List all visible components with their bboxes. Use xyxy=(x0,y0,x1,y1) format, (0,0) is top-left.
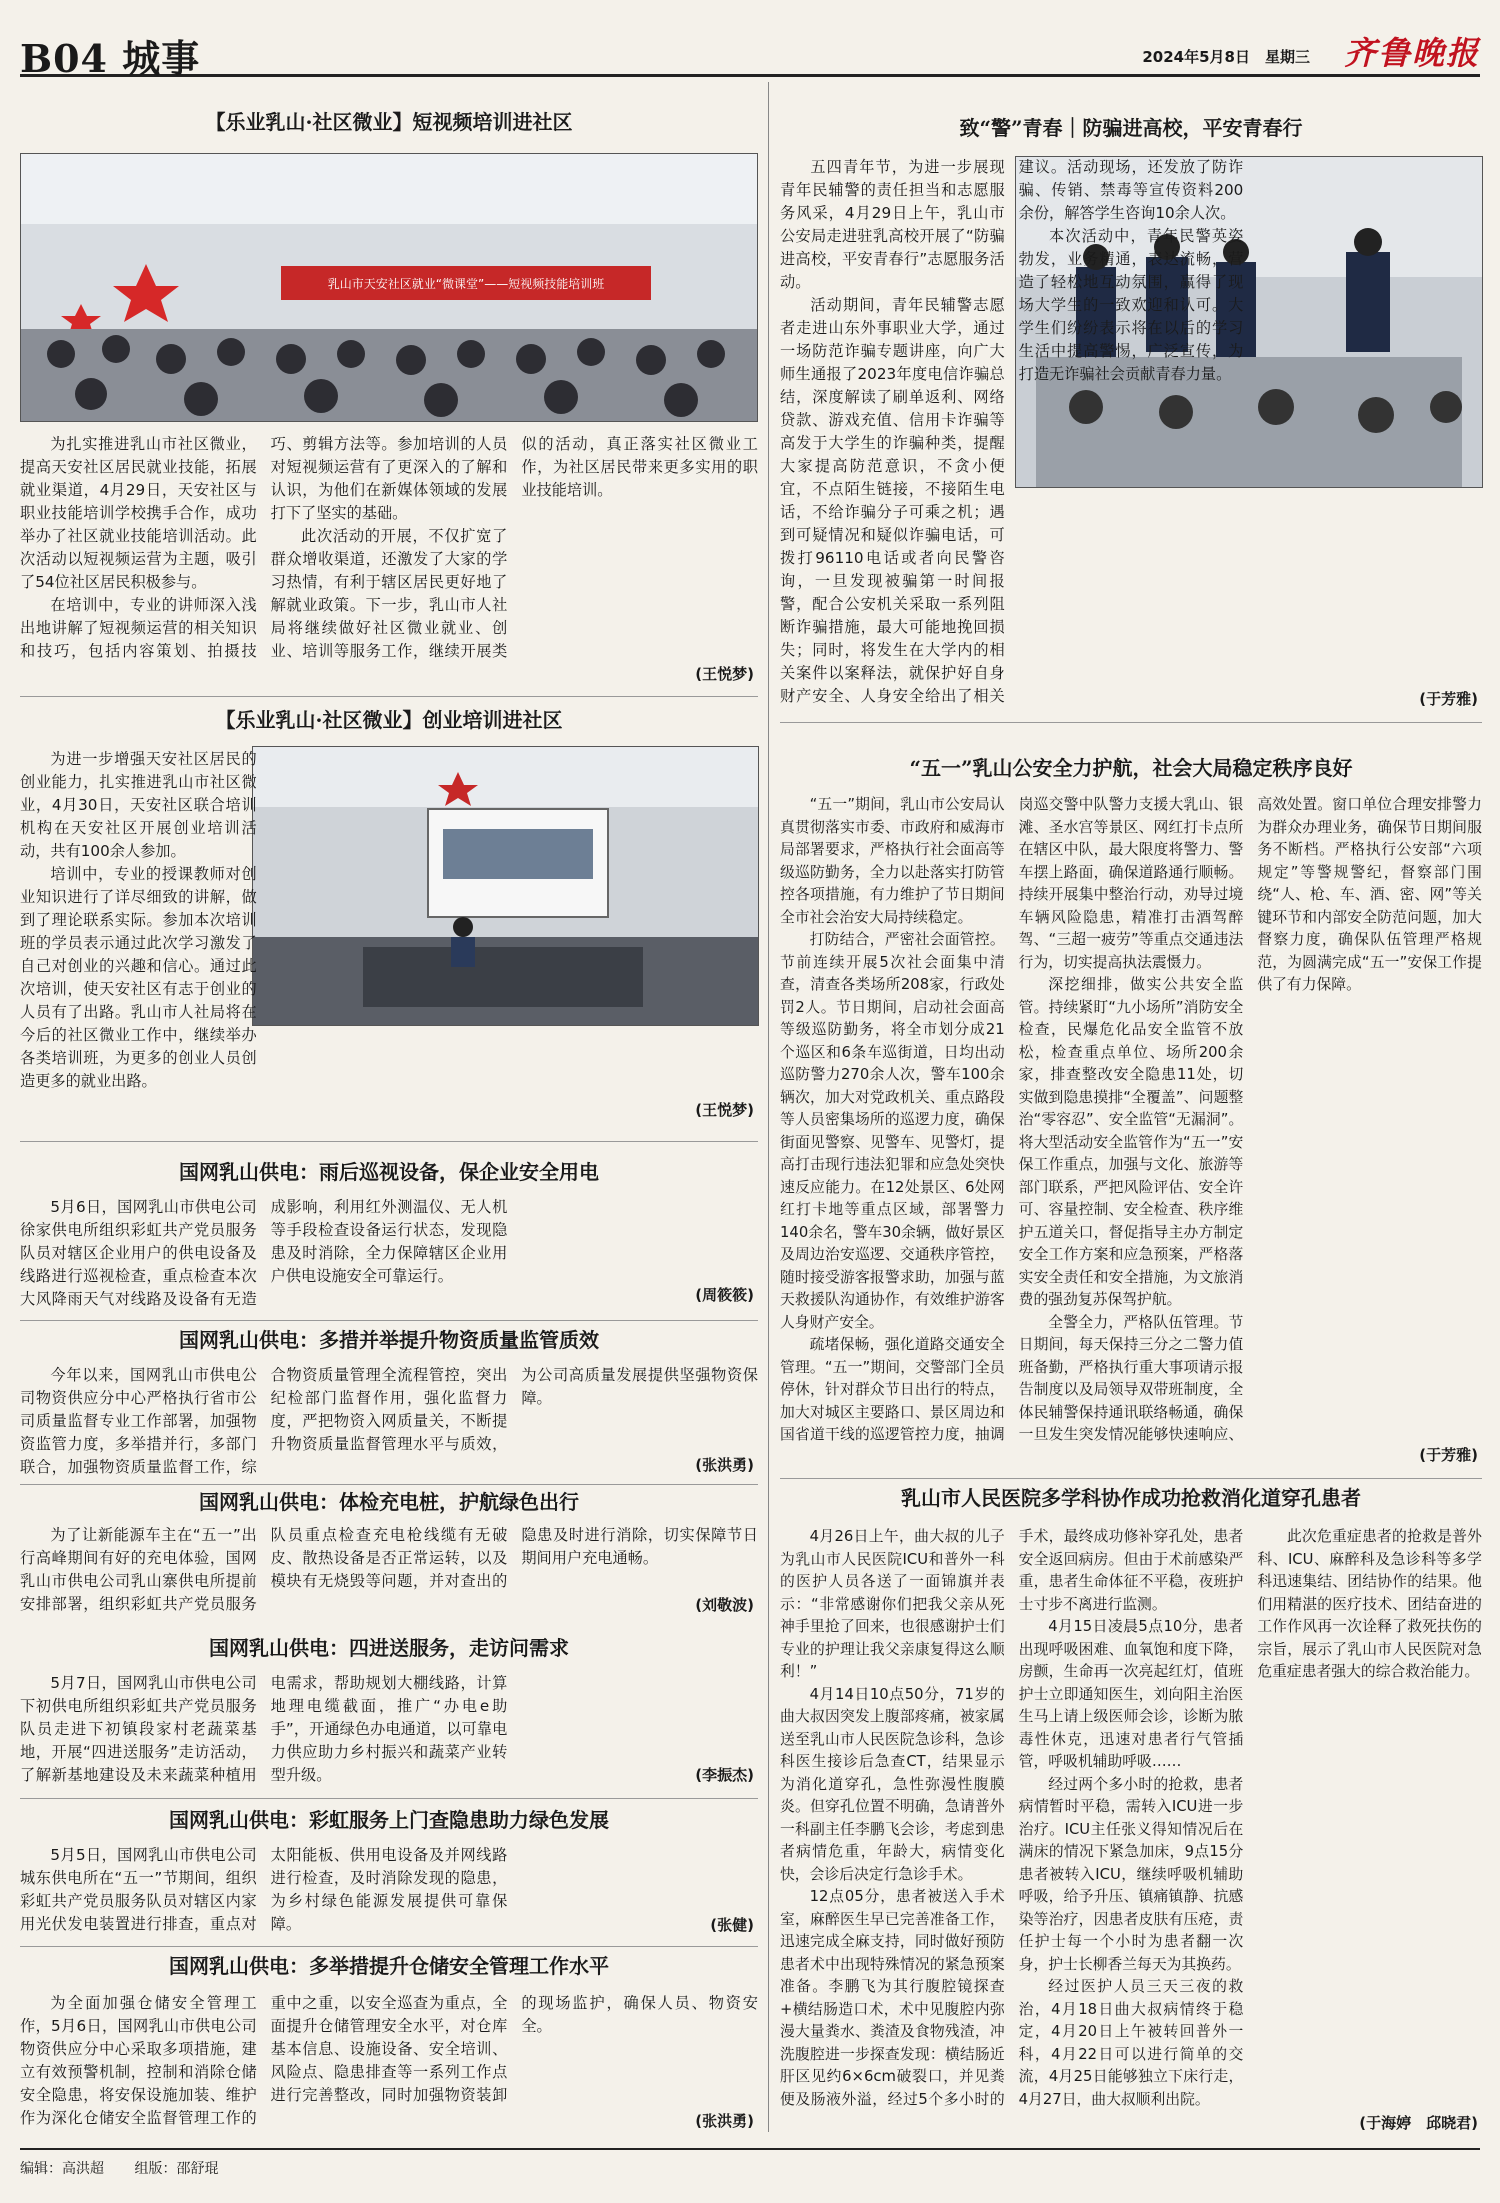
article-short-video-training xyxy=(20,108,758,708)
newspaper-logo: 齐鲁晚报 xyxy=(1343,34,1480,72)
byline: (李振杰) xyxy=(689,1764,754,1785)
article-material-quality xyxy=(20,1320,758,1490)
headline: 乳山市人民医院多学科协作成功抢救消化道穿孔患者 xyxy=(901,1486,1361,1510)
byline: (张健) xyxy=(704,1914,754,1935)
article-body: 为了让新能源车主在“五一”出行高峰期间有好的充电体验，国网乳山市供电公司乳山寨供电所提前安排部署，组织彩虹共产党员服务队员重点检查充电枪线缆有无破皮、散热设备是否正常运转，以及模块有无烧毁等问题，并对查出的隐患及时进行消除，切实保障节日期间用户充电通畅。 xyxy=(20,1526,758,1613)
headline: 致“警”青春｜防骗进高校，平安青春行 xyxy=(959,116,1303,140)
article-body: 今年以来，国网乳山市供电公司物资供应分中心严格执行省市公司质量监督专业工作部署，加强物资监管力度，多举措并行，多部门联合，加强物资质量监督工作，综合物资质量管理全流程管控，突出纪检部门监督作用，强化监督力度，严把物资入网质量关，不断提升物资质量监督管理水平与质效，为公司高质量发展提供坚强物资保障。 xyxy=(20,1366,758,1476)
byline: (周筱筱) xyxy=(689,1284,754,1305)
article-rainbow-service xyxy=(20,1800,758,1948)
column-divider xyxy=(768,82,769,2132)
article-body: 为全面加强仓储安全管理工作，5月6日，国网乳山市供电公司物资供应分中心采取多项措施，建立有效预警机制，控制和消除仓储安全隐患，将安保设施加装、维护作为深化仓储安全监督管理工作的重中之重，以安全巡查为重点，全面提升仓储管理安全水平，对仓库基本信息、设施设备、安全培训、风险点、隐患排查等一系列工作点进行完善整改，同时加强物资装卸的现场监护，确保人员、物资安全。 xyxy=(20,1994,758,2127)
headline: 国网乳山供电：体检充电桩，护航绿色出行 xyxy=(199,1490,579,1514)
page-code: B04 城事 xyxy=(20,36,201,81)
byline: (于芳雅) xyxy=(1413,688,1478,709)
article-four-visits-service xyxy=(20,1634,758,1802)
headline: 国网乳山供电：多措并举提升物资质量监管质效 xyxy=(179,1328,599,1352)
divider xyxy=(20,1484,758,1485)
headline: 【乐业乳山·社区微业】短视频培训进社区 xyxy=(205,110,573,134)
article-anti-fraud-campus xyxy=(780,114,1482,754)
article-grid-inspection xyxy=(20,1158,758,1328)
divider xyxy=(20,696,758,697)
headline: “五一”乳山公安全力护航，社会大局稳定秩序良好 xyxy=(909,756,1353,780)
article-body: 为扎实推进乳山市社区微业，提高天安社区居民就业技能，拓展就业渠道，4月29日，天安社区与职业技能培训学校携手合作，成功举办了社区就业技能培训活动。此次活动以短视频运营为主题，吸引了54位社区居民积极参与。 在培训中，专业的讲师深入浅出地讲解了短视频运营的相关知识和技巧，包括内容策划、拍摄技巧、剪辑方法等。参加培训的人员对短视频运营有了更深入的了解和认识，为他们在新媒体领域的发展打下了坚实的基础。 此次活动的开展，不仅扩宽了群众增收渠道，还激发了大家的学习热情，有利于辖区居民更好地了解就业政策。下一步，乳山市人社局将继续做好社区微业就业、创业、培训等服务工作，继续开展类似的活动，真正落实社区微业工作，为社区居民带来更多实用的职业技能培训。 xyxy=(20,435,758,660)
byline: (张洪勇) xyxy=(689,2110,754,2131)
headline: 国网乳山供电：多举措提升仓储安全管理工作水平 xyxy=(169,1954,609,1978)
layout-credit: 组版：邵舒琨 xyxy=(134,2161,219,2177)
issue-date: 2024年5月8日 星期三 xyxy=(1142,48,1310,66)
byline: (王悦梦) xyxy=(689,1099,754,1120)
masthead xyxy=(20,22,1480,81)
article-warehouse-safety xyxy=(20,1946,758,2142)
divider xyxy=(780,722,1482,723)
headline: 国网乳山供电：四进送服务，走访问需求 xyxy=(209,1636,569,1660)
photo-training-classroom xyxy=(20,153,758,422)
banner-text: 乳山市天安社区就业“微课堂”——短视频技能培训班 xyxy=(327,277,605,291)
divider xyxy=(20,1141,758,1142)
article-hospital-rescue xyxy=(780,1484,1482,2144)
page-footer xyxy=(20,2148,1480,2178)
article-mayday-police xyxy=(780,754,1482,1474)
headline: 国网乳山供电：雨后巡视设备，保企业安全用电 xyxy=(179,1160,599,1184)
headline: 国网乳山供电：彩虹服务上门查隐患助力绿色发展 xyxy=(169,1808,609,1832)
article-body: 5月5日，国网乳山市供电公司城东供电所在“五一”节期间，组织彩虹共产党员服务队员对辖区内家用光伏发电装置进行排查，重点对太阳能板、供用电设备及并网线路进行检查，及时消除发现的隐患，为乡村绿色能源发展提供可靠保障。 xyxy=(20,1846,508,1933)
article-charging-pile xyxy=(20,1488,758,1634)
editor-credit: 编辑：高洪超 xyxy=(20,2161,104,2177)
article-body: 为进一步增强天安社区居民的创业能力，扎实推进乳山市社区微业，4月30日，天安社区联合培训机构在天安社区开展创业培训活动，共有100余人参加。 培训中，专业的授课教师对创业知识进行了详尽细致的讲解，做到了理论联系实际。参加本次培训班的学员表示通过此次学习激发了自己对创业的兴趣和信心。通过此次培训，使天安社区有志于创业的人员有了出路。乳山市人社局将在今后的社区微业工作中，继续举办各类培训班，为更多的创业人员创造更多的就业出路。 xyxy=(20,750,257,1090)
divider xyxy=(20,1798,758,1799)
article-body: 5月7日，国网乳山市供电公司下初供电所组织彩虹共产党员服务队员走进下初镇段家村老蔬菜基地，开展“四进送服务”走访活动，了解新基地建设及未来蔬菜种植用电需求，帮助规划大棚线路，计算地理电缆截面，推广“办电e助手”，开通绿色办电通道，以可靠电力供应助力乡村振兴和蔬菜产业转型升级。 xyxy=(20,1674,508,1784)
headline: 【乐业乳山·社区微业】创业培训进社区 xyxy=(215,708,563,732)
article-body: 4月26日上午，曲大叔的儿子为乳山市人民医院ICU和普外一科的医护人员各送了一面锦旗并表示：“非常感谢你们把我父亲从死神手里抢了回来，也很感谢护士们专业的护理让我父亲康复得这么顺利！” 4月14日10点50分，71岁的曲大叔因突发上腹部疼痛，被家属送至乳山市人民医院急诊科，急诊科医生接诊后急查CT，结果显示为消化道穿孔，急性弥漫性腹膜炎。但穿孔位置不明确，急请普外一科副主任李鹏飞会诊，考虑到患者病情危重，年龄大，病情变化快，会诊后决定行急诊手术。 12点05分，患者被送入手术室，麻醉医生早已完善准备工作，迅速完成全麻支持，同时做好预防患者术中出现特殊情况的紧急预案准备。李鹏飞为其行腹腔镜探查+横结肠造口术，术中见腹腔内弥漫大量粪水、粪渣及食物残渣，冲洗腹腔进一步探查发现：横结肠近肝区见约6×6cm破裂口，并见粪便及肠液外溢，经过5个多小时的手术，最终成功修补穿孔处，患者安全返回病房。但由于术前感染严重，患者生命体征不平稳，夜班护士寸步不离进行监测。 4月15日凌晨5点10分，患者出现呼吸困难、血氧饱和度下降，房颤，生命再一次亮起红灯，值班护士立即通知医生，刘向阳主治医生马上请上级医师会诊，诊断为脓毒性休克，迅速对患者行气管插管，呼吸机辅助呼吸…… 经过两个多小时的抢救，患者病情暂时平稳，需转入ICU进一步治疗。ICU主任张义得知情况后在满床的情况下紧急加床，9点15分患者被转入ICU，继续呼吸机辅助呼吸，给予升压、镇痛镇静、抗感染等治疗，因患者皮肤有压疮，责任护士每一个小时为患者翻一次身，护士长柳香兰每天为其换药。 经过医护人员三天三夜的救治，4月18日曲大叔病情终于稳定，4月20日上午被转回普外一科，4月22日可以进行简单的交流，4月25日能够独立下床行走，4月27日，曲大叔顺利出院。 此次危重症患者的抢救是普外科、ICU、麻醉科及急诊科等多学科迅速集结、团结协作的结果。他们用精湛的医疗技术、团结奋进的工作作风再一次诠释了救死扶伤的宗旨，展示了乳山市人民医院对急危重症患者强大的综合救治能力。 xyxy=(780,1528,1482,2108)
byline: (刘敬波) xyxy=(689,1594,754,1615)
byline: (于海婷 邱晓君) xyxy=(1353,2112,1478,2133)
byline: (于芳雅) xyxy=(1413,1444,1478,1465)
article-body: 五四青年节，为进一步展现青年民辅警的责任担当和志愿服务风采，4月29日上午，乳山市公安局走进驻乳高校开展了“防骗进高校，平安青春行”志愿服务活动。 活动期间，青年民辅警志愿者走进山东外事职业大学，通过一场防范诈骗专题讲座，向广大师生通报了2023年度电信诈骗总结，深度解读了刷单返利、网络贷款、游戏充值、信用卡诈骗等高发于大学生的诈骗种类，提醒大家提高防范意识，不贪小便宜，不点陌生链接，不接陌生电话，不给诈骗分子可乘之机；遇到可疑情况和疑似诈骗电话，可拨打96110电话或者向民警咨询，一旦发现被骗第一时间报警，配合公安机关采取一系列阻断诈骗措施，最大可能地挽回损失；同时，将发生在大学内的相关案件以案释法，就保护好自身财产安全、人身安全给出了相关建议。活动现场，还发放了防诈骗、传销、禁毒等宣传资料200余份，解答学生咨询10余人次。 本次活动中，青年民警英姿勃发，业务精通，表达流畅，营造了轻松地互动氛围，赢得了现场大学生的一致欢迎和认可。大学生们纷纷表示将在以后的学习生活中提高警惕，广泛宣传，为打造无诈骗社会贡献青春力量。 xyxy=(780,158,1244,705)
article-startup-training xyxy=(20,706,758,1158)
divider xyxy=(780,1478,1482,1479)
article-body: 5月6日，国网乳山市供电公司徐家供电所组织彩虹共产党员服务队员对辖区企业用户的供电设备及线路进行巡视检查，重点检查本次大风降雨天气对线路及设备有无造成影响，利用红外测温仪、无人机等手段检查设备运行状态，发现隐患及时消除，全力保障辖区企业用户供电设施安全可靠运行。 xyxy=(20,1198,508,1308)
byline: (张洪勇) xyxy=(689,1454,754,1475)
byline: (王悦梦) xyxy=(689,663,754,684)
article-body: “五一”期间，乳山市公安局认真贯彻落实市委、市政府和威海市局部署要求，严格执行社会面高等级巡防勤务，全力以赴落实打防管控各项措施，有力维护了节日期间全市社会治安大局持续稳定。 打防结合，严密社会面管控。节前连续开展5次社会面集中清查，清查各类场所208家，行政处罚2人。节日期间，启动社会面高等级巡防勤务，将全市划分成21个巡区和6条车巡街道，日均出动巡防警力270余人次，警车100余辆次，加大对党政机关、重点路段等人员密集场所的巡逻力度，确保街面见警察、见警车、见警灯，提高打击现行违法犯罪和应急处突快速反应能力。在12处景区、6处网红打卡地等重点区域，部署警力140余名，警车30余辆，做好景区及周边治安巡逻、交通秩序管控，随时接受游客报警求助，加强与蓝天救援队沟通协作，有效维护游客人身财产安全。 疏堵保畅，强化道路交通安全管理。“五一”期间，交警部门全员停休，针对群众节日出行的特点，加大对城区主要路口、景区周边和国省道干线的巡逻管控力度，抽调岗巡交警中队警力支援大乳山、银滩、圣水宫等景区、网红打卡点所在辖区中队，最大限度将警力、警车摆上路面，确保道路通行顺畅。持续开展集中整治行动，劝导过境车辆风险隐患，精准打击酒驾醉驾、“三超一疲劳”等重点交通违法行为，切实提高执法震慑力。 深挖细排，做实公共安全监管。持续紧盯“九小场所”消防安全检查，民爆危化品安全监管不放松，检查重点单位、场所200余家，排查整改安全隐患11处，切实做到隐患摸排“全覆盖”、问题整治“零容忍”、安全监管“无漏洞”。将大型活动安全监管作为“五一”安保工作重点，加强与文化、旅游等部门联系，严把风险评估、安全许可、容量控制、安全检查、秩序维护五道关口，督促指导主办方制定安全工作方案和应急预案，严格落实安全责任和安全措施，为文旅消费的强劲复苏保驾护航。 全警全力，严格队伍管理。节日期间，每天保持三分之二警力值班备勤，严格执行重大事项请示报告制度以及局领导双带班制度，全体民辅警保持通讯联络畅通，确保一旦发生突发情况能够快速响应、高效处置。窗口单位合理安排警力为群众办理业务，确保节日期间服务不断档。严格执行公安部“六项规定”等警规警纪，督察部门围绕“人、枪、车、酒、密、网”等关键环节和内部安全防范问题，加大督察力度，确保队伍管理严格规范，为圆满完成“五一”安保工作提供了有力保障。 xyxy=(780,796,1482,1443)
